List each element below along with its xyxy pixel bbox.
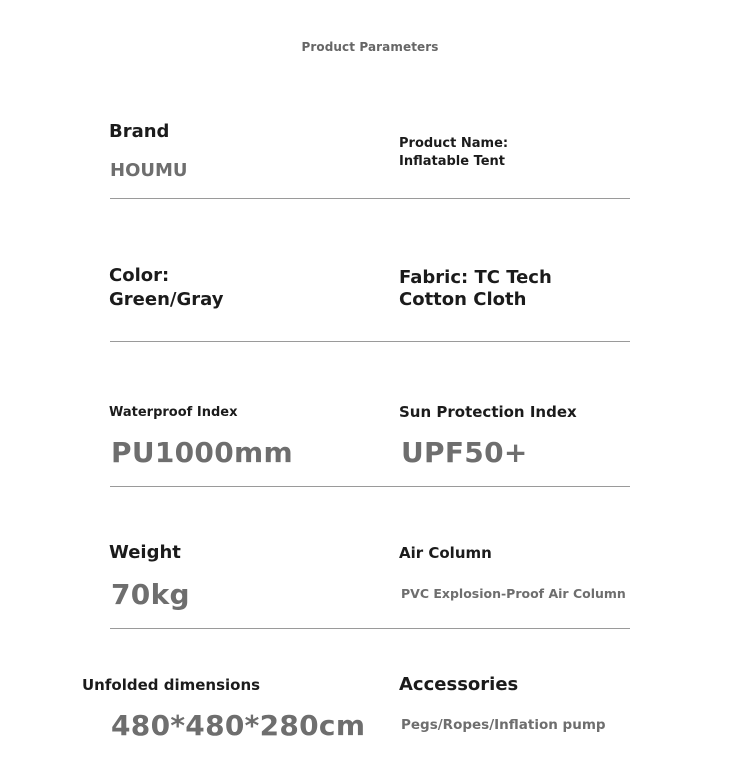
sun-protection-label: Sun Protection Index: [399, 403, 577, 421]
accessories-value: Pegs/Ropes/Inflation pump: [401, 717, 606, 733]
air-column-label: Air Column: [399, 544, 492, 562]
unfolded-label: Unfolded dimensions: [82, 676, 261, 694]
product-name-label: Product Name:: [399, 136, 509, 151]
row-divider: [110, 341, 630, 342]
accessories-label: Accessories: [399, 674, 519, 695]
row-divider: [110, 198, 630, 199]
row-divider: [110, 486, 630, 487]
weight-value: 70kg: [111, 578, 190, 611]
product-name-value: Inflatable Tent: [399, 154, 506, 169]
color-value: Green/Gray: [109, 289, 224, 310]
fabric-value: Cotton Cloth: [399, 289, 527, 310]
sun-protection-value: UPF50+: [401, 436, 528, 469]
brand-label: Brand: [109, 121, 170, 142]
color-label: Color:: [109, 265, 170, 286]
row-divider: [110, 628, 630, 629]
waterproof-label: Waterproof Index: [109, 405, 238, 420]
unfolded-value: 480*480*280cm: [111, 709, 366, 742]
page-title: Product Parameters: [301, 40, 439, 54]
brand-value: HOUMU: [110, 160, 188, 181]
waterproof-value: PU1000mm: [111, 436, 293, 469]
weight-label: Weight: [109, 542, 181, 563]
air-column-value: PVC Explosion-Proof Air Column: [401, 586, 626, 601]
fabric-label: Fabric: TC Tech: [399, 267, 552, 288]
